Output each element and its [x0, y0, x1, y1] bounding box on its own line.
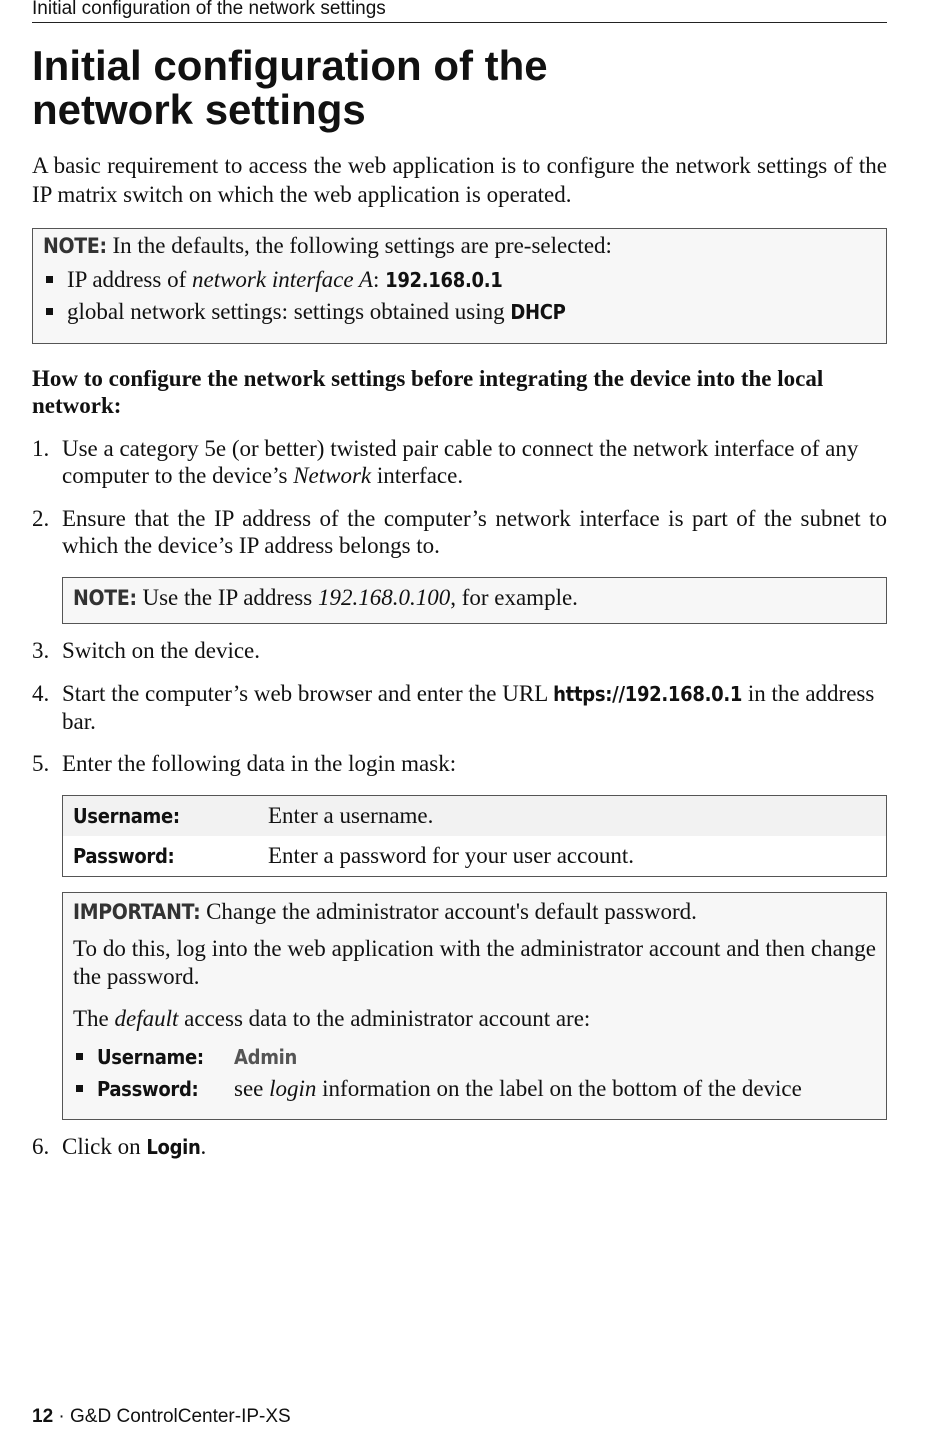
title-line-1: Initial configuration of the	[32, 42, 548, 89]
defaults-list	[43, 264, 876, 328]
url-text: https://192.168.0.1	[553, 682, 743, 706]
note-text: In the defaults, the following settings are pre-selected:	[112, 233, 612, 258]
login-table	[63, 796, 886, 876]
note-box-defaults	[32, 228, 887, 344]
intro-paragraph: A basic requirement to access the web application is to configure the network settings of the IP matrix switch on which the web application is operated.	[32, 153, 887, 207]
list-item: global network settings: settings obtained using DHCP	[43, 296, 876, 328]
step-1: 1. Use a category 5e (or better) twisted pair cable to connect the network interface of any computer to the device’s Network interface.	[32, 436, 859, 488]
note-box-ip-example: NOTE: Use the IP address 192.168.0.100, for example.	[62, 577, 887, 624]
login-table-box	[62, 795, 887, 877]
step-3: 3. Switch on the device.	[32, 638, 261, 663]
login-label: Login	[146, 1135, 201, 1159]
note-label: NOTE:	[43, 234, 107, 258]
step-4: 4. Start the computer’s web browser and enter the URL https://192.168.0.1 in the address bar.	[32, 681, 875, 734]
step-2: 2. Ensure that the IP address of the computer’s network interface is part of the subnet to which the device’s IP address belongs to.	[32, 506, 887, 558]
page-number: 12	[32, 1406, 54, 1427]
important-box: IMPORTANT: Change the administrator account's default password. To do this, log into the web application with the administrator account and then change the password. The default access data to the administrator account are: Username: Admin Password: see login information on the label on the bottom of the device	[62, 892, 887, 1120]
table-row: Username: Enter a username.	[63, 796, 886, 836]
product-name: G&D ControlCenter-IP-XS	[70, 1406, 291, 1427]
list-item: IP address of network interface A: 192.168.0.1	[43, 264, 876, 296]
bullet-icon	[76, 1085, 83, 1092]
important-para-1: To do this, log into the web application with the administrator account and then change the password.	[73, 936, 876, 989]
bullet-icon	[76, 1053, 83, 1060]
list-item: Password: see login information on the label on the bottom of the device	[73, 1073, 876, 1105]
howto-heading: How to configure the network settings before integrating the device into the local network:	[32, 366, 824, 418]
important-para-2: The default access data to the administrator account are:	[73, 1006, 591, 1031]
running-header: Initial configuration of the network settings	[32, 0, 887, 23]
step-6: 6. Click on Login.	[32, 1134, 207, 1159]
page-title	[32, 44, 887, 132]
list-item: Username: Admin	[73, 1041, 876, 1073]
important-label: IMPORTANT:	[73, 900, 201, 924]
page-footer: 12 · G&D ControlCenter-IP-XS	[32, 1406, 291, 1427]
table-row: Password: Enter a password for your user account.	[63, 836, 886, 876]
default-credentials-list	[73, 1041, 876, 1105]
title-line-2: network settings	[32, 86, 366, 133]
bullet-icon	[46, 276, 53, 283]
step-5: 5. Enter the following data in the login mask:	[32, 751, 457, 776]
note-label: NOTE:	[73, 586, 137, 610]
bullet-icon	[46, 308, 53, 315]
